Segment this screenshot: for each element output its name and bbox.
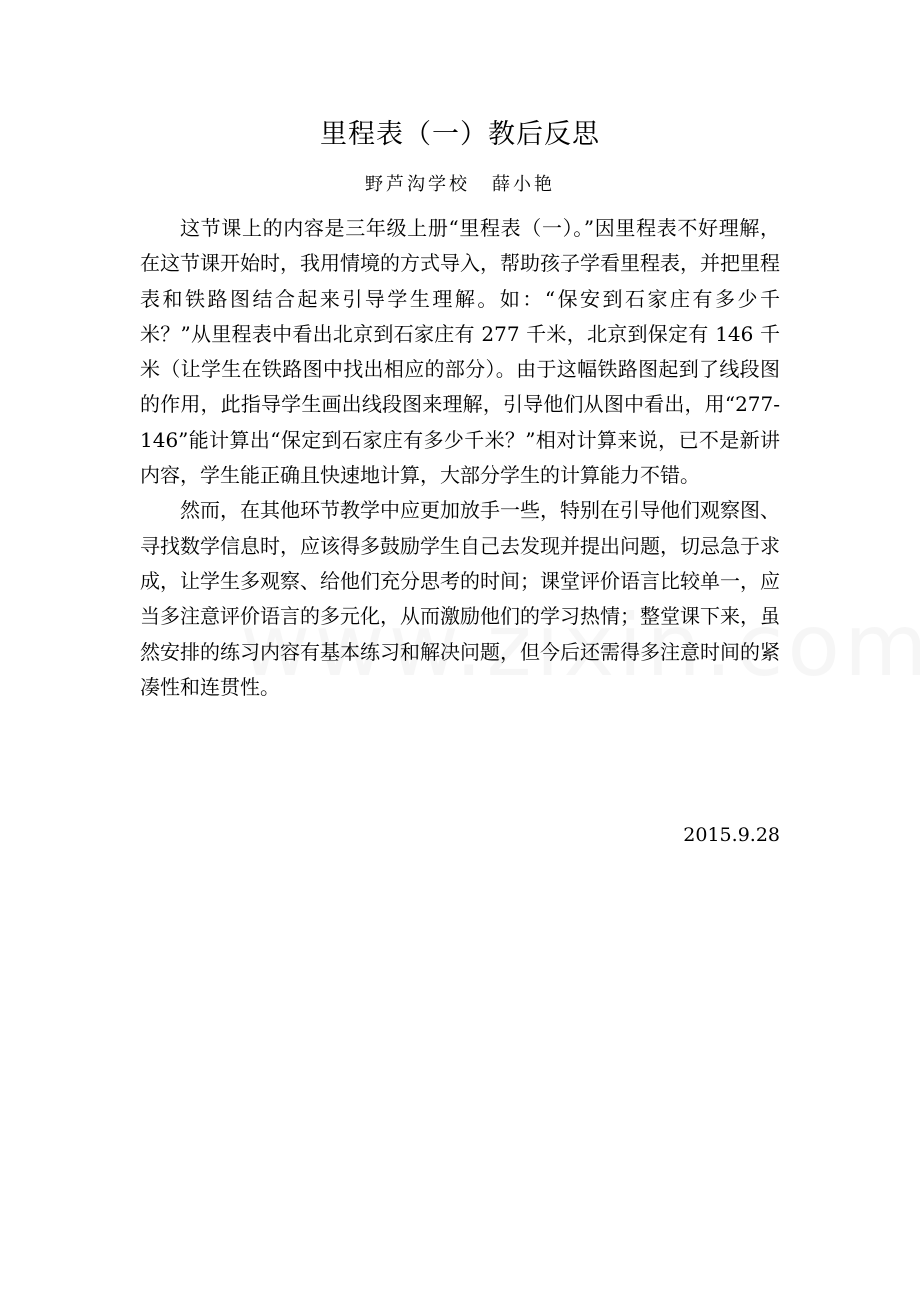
document-title: 里程表（一）教后反思 <box>320 119 600 150</box>
document-date: 2015.9.28 <box>683 824 780 846</box>
paragraph: 然而，在其他环节教学中应更加放手一些，特别在引导他们观察图、寻找数学信息时，应该得多鼓励学生自己去发现并提出问题，切忌急于求成，让学生多观察、给他们充分思考的时间；课堂评价语言比较单一，应当多注意评价语言的多元化，从而激励他们的学习热情；整堂课下来，虽然安排的练习内容有基本练习和解决问题，但今后还需得多注意时间的紧凑性和连贯性。 <box>140 498 780 699</box>
author-name: 薛小艳 <box>492 174 555 195</box>
paragraph: 这节课上的内容是三年级上册“里程表（一）。”因里程表不好理解，在这节课开始时，我用情境的方式导入，帮助孩子学看里程表，并把里程表和铁路图结合起来引导学生理解。如：“保安到石家庄有多少千米？”从里程表中看出北京到石家庄有 277 千米，北京到保定有 146 千米（让学生在铁路图中找出相应的部分）。由于这幅铁路图起到了线段图的作用，此指导学生画出线段图来理解，引导他们从图中看出，用“277-146”能计算出“保定到石家庄有多少千米？”相对计算来说，已不是新讲内容，学生能正确且快速地计算，大部分学生的计算能力不错。 <box>140 216 780 488</box>
byline <box>0 171 920 199</box>
body-text <box>140 211 780 705</box>
school-name: 野芦沟学校 <box>365 174 470 195</box>
